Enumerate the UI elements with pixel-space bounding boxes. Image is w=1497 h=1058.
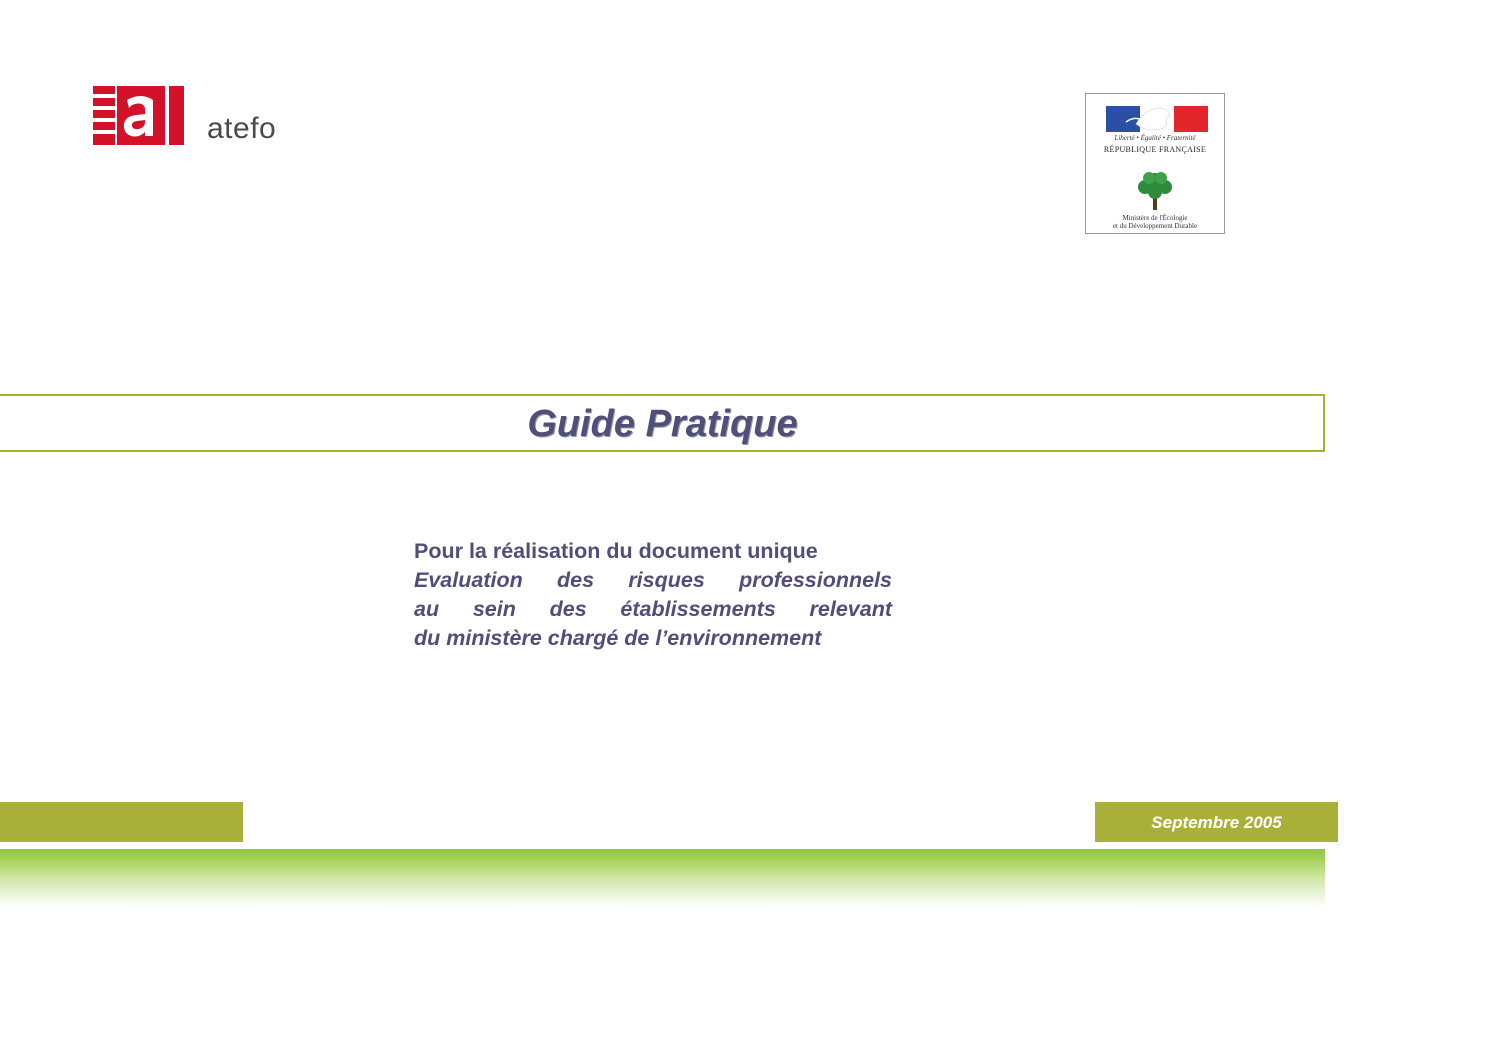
footer-gradient-band	[0, 849, 1325, 907]
republic-name: RÉPUBLIQUE FRANÇAISE	[1103, 145, 1207, 154]
footer-bar-right	[1095, 802, 1338, 842]
marianne-flag-icon	[1086, 94, 1224, 233]
subtitle-block	[414, 537, 892, 653]
ministry-logo	[1085, 93, 1225, 234]
ministry-name-line2: et du Développement Durable	[1112, 222, 1198, 230]
atefo-logo	[93, 86, 308, 150]
subtitle-line-3: au sein des établissements relevant	[414, 597, 892, 621]
page-title: Guide Pratique	[527, 403, 798, 445]
ministry-name	[1090, 214, 1220, 230]
atefo-wordmark: atefo	[207, 112, 277, 145]
tree-icon	[1134, 170, 1176, 212]
footer-bar-left	[0, 802, 243, 842]
republic-motto: Liberté • Égalité • Fraternité	[1114, 134, 1196, 142]
subtitle-line-2: Evaluation des risques professionnels	[414, 568, 892, 592]
publication-date: Septembre 2005	[1151, 813, 1282, 832]
atefo-mark-icon	[93, 86, 203, 150]
subtitle-line-4: du ministère chargé de l’environnement	[414, 626, 822, 650]
ministry-name-line1: Ministère de l'Écologie	[1122, 214, 1188, 222]
subtitle-line-1: Pour la réalisation du document unique	[414, 539, 818, 563]
